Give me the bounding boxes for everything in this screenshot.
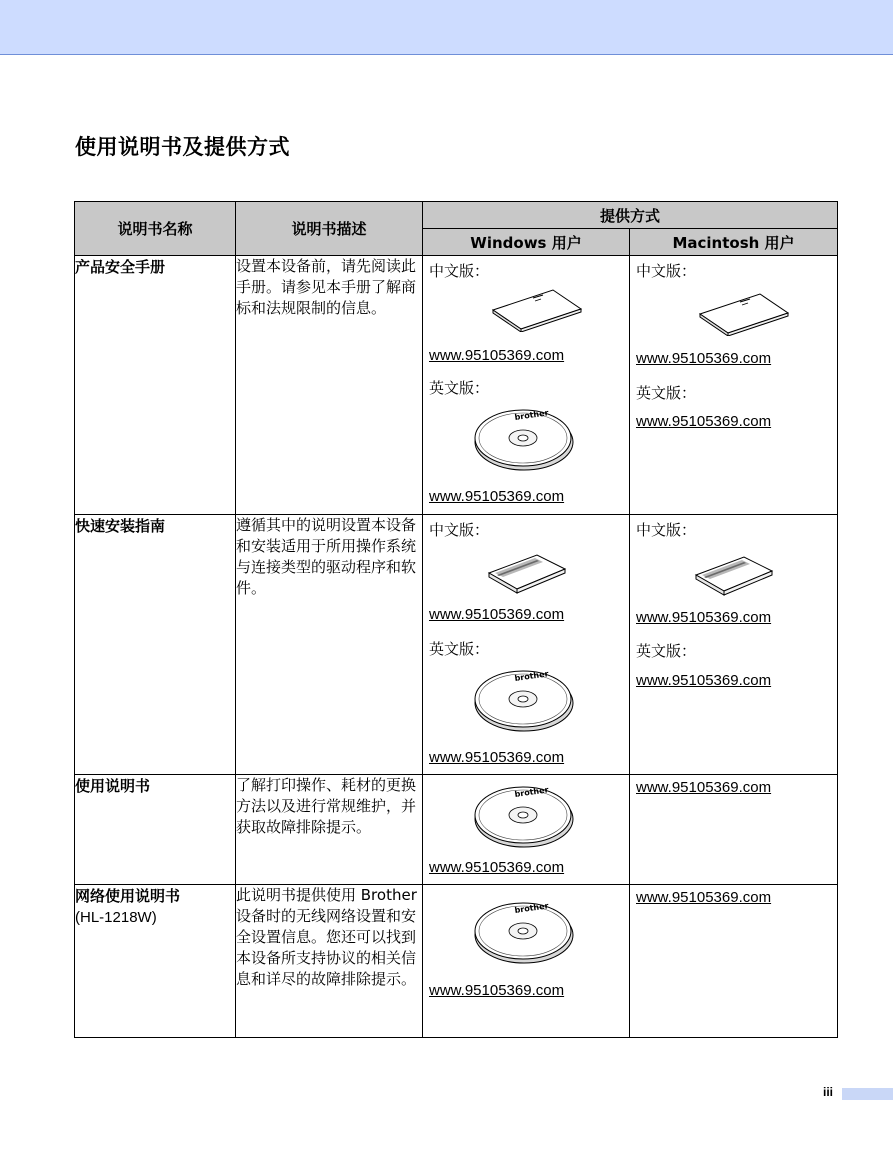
download-link[interactable]: www.95105369.com [429, 488, 565, 505]
quick-setup-guide-icon [694, 553, 774, 597]
model-number: (HL-1218W) [75, 909, 157, 926]
manual-name: 快速安装指南 [75, 515, 236, 775]
cd-rom-icon [473, 667, 575, 733]
header-windows-users: Windows 用户 [423, 229, 630, 256]
english-version-label: 英文版： [636, 384, 697, 402]
page-number-tab [842, 1088, 893, 1100]
page-title: 使用说明书及提供方式 [75, 135, 290, 159]
chinese-version-label: 中文版： [429, 521, 490, 539]
cd-rom-icon [473, 899, 575, 965]
header-manual-name: 说明书名称 [75, 202, 236, 256]
header-macintosh-users: Macintosh 用户 [630, 229, 838, 256]
macintosh-cell [630, 256, 838, 515]
macintosh-cell [630, 775, 838, 885]
download-link[interactable]: www.95105369.com [636, 889, 772, 906]
header-provide-method: 提供方式 [423, 202, 838, 229]
download-link[interactable]: www.95105369.com [429, 347, 565, 364]
table-row [75, 515, 838, 775]
page-number: iii [823, 1085, 834, 1099]
header-manual-description: 说明书描述 [236, 202, 423, 256]
download-link[interactable]: www.95105369.com [636, 672, 772, 689]
download-link[interactable]: www.95105369.com [636, 413, 772, 430]
download-link[interactable]: www.95105369.com [636, 350, 772, 367]
manuals-table [74, 201, 838, 1038]
download-link[interactable]: www.95105369.com [429, 606, 565, 623]
english-version-label: 英文版： [429, 640, 490, 658]
windows-cell [423, 775, 630, 885]
download-link[interactable]: www.95105369.com [429, 859, 565, 876]
cd-rom-icon [473, 406, 575, 472]
chinese-version-label: 中文版： [636, 262, 697, 280]
manual-name [75, 885, 236, 1038]
english-version-label: 英文版： [636, 642, 697, 660]
macintosh-cell [630, 885, 838, 1038]
cd-brand-label: brother [514, 669, 550, 683]
chinese-version-label: 中文版： [429, 262, 490, 280]
english-version-label: 英文版： [429, 379, 490, 397]
manual-name: 产品安全手册 [75, 256, 236, 515]
chinese-version-label: 中文版： [636, 521, 697, 539]
manual-description: 遵循其中的说明设置本设备和安装适用于所用操作系统与连接类型的驱动程序和软件。 [236, 515, 423, 775]
cd-brand-label: brother [514, 785, 550, 799]
windows-cell [423, 885, 630, 1038]
download-link[interactable]: www.95105369.com [429, 982, 565, 999]
printed-manual-icon [698, 292, 790, 336]
download-link[interactable]: www.95105369.com [636, 779, 772, 796]
top-header-band [0, 0, 893, 55]
macintosh-cell [630, 515, 838, 775]
manual-description: 此说明书提供使用 Brother 设备时的无线网络设置和安全设置信息。您还可以找到本设备所支持协议的相关信息和详尽的故障排除提示。 [236, 885, 423, 1038]
table-row [75, 256, 838, 515]
windows-cell [423, 256, 630, 515]
download-link[interactable]: www.95105369.com [636, 609, 772, 626]
table-row [75, 775, 838, 885]
cd-brand-label: brother [514, 901, 550, 915]
windows-cell [423, 515, 630, 775]
manual-description: 了解打印操作、耗材的更换方法以及进行常规维护，并获取故障排除提示。 [236, 775, 423, 885]
manual-title: 网络使用说明书 [75, 887, 181, 905]
cd-brand-label: brother [514, 408, 550, 422]
cd-rom-icon [473, 783, 575, 849]
manual-description: 设置本设备前，请先阅读此手册。请参见本手册了解商标和法规限制的信息。 [236, 256, 423, 515]
quick-setup-guide-icon [487, 551, 567, 595]
manual-name: 使用说明书 [75, 775, 236, 885]
download-link[interactable]: www.95105369.com [429, 749, 565, 766]
table-row [75, 885, 838, 1038]
printed-manual-icon [491, 288, 583, 332]
